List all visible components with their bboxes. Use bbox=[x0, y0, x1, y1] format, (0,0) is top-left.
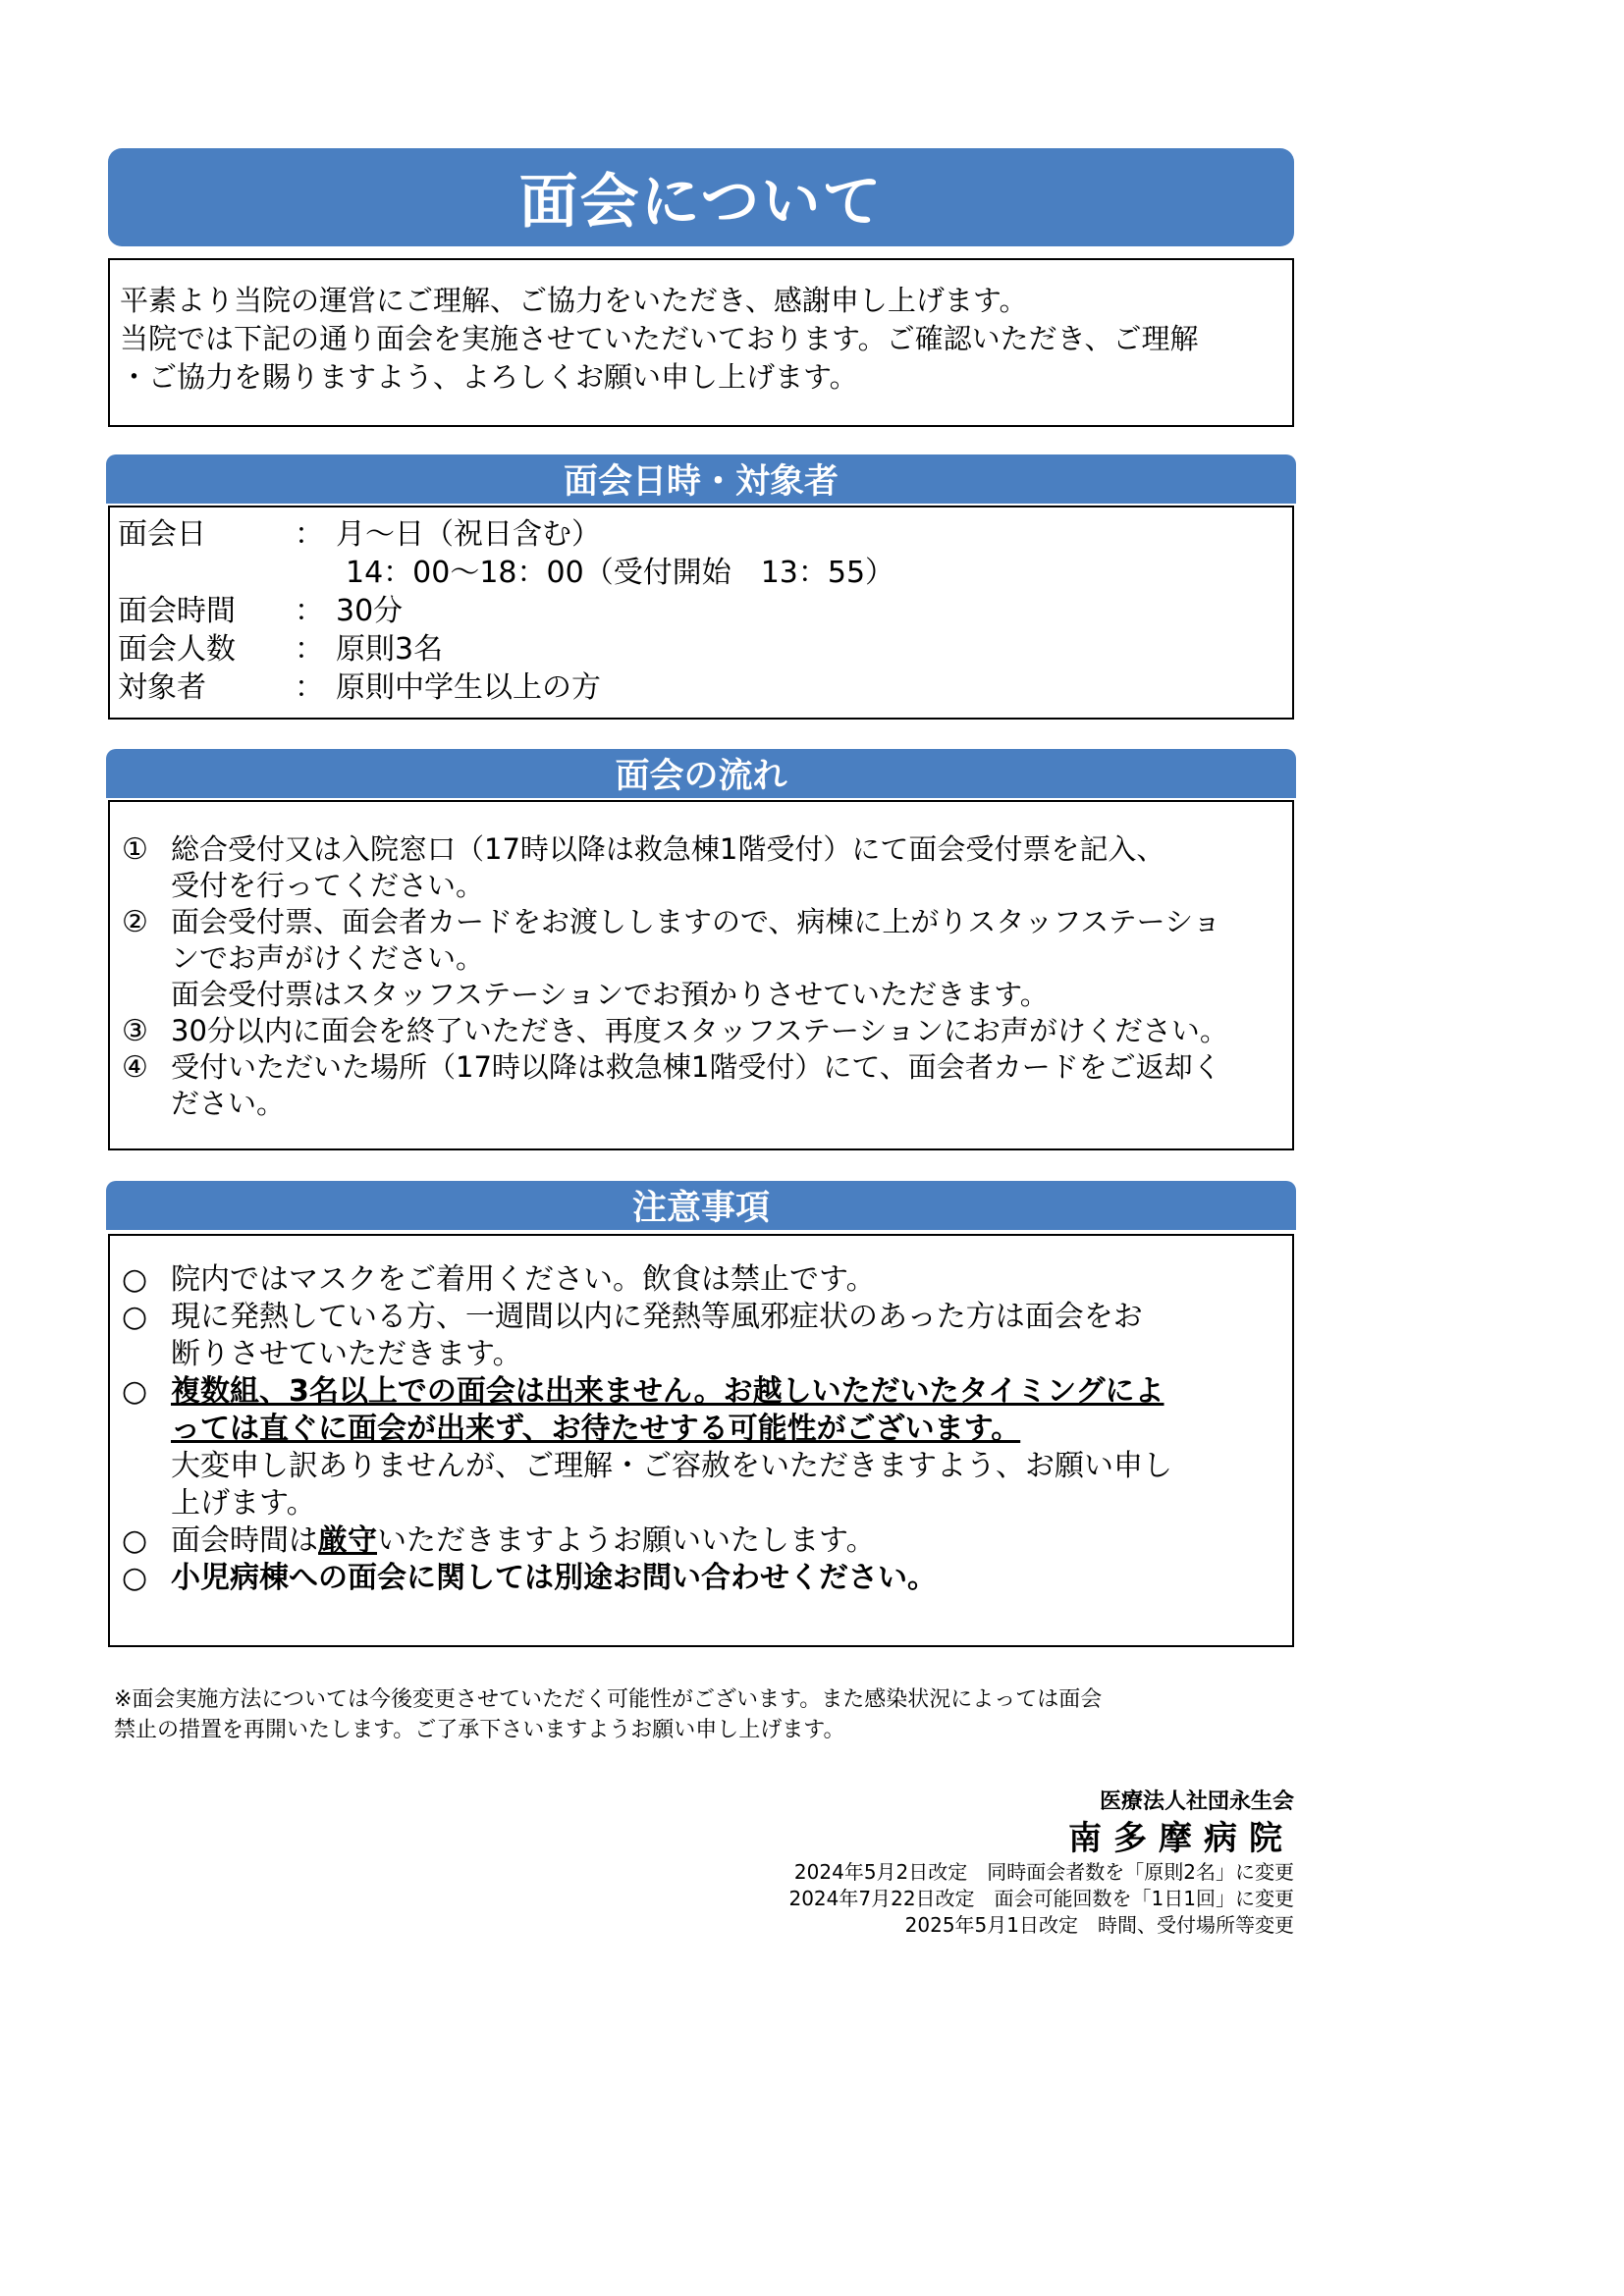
schedule-value: 原則3名 bbox=[336, 632, 444, 667]
schedule-row bbox=[118, 668, 1284, 707]
caution-text: 現に発熱している方、一週間以内に発熱等風邪症状のあった方は面会をお bbox=[171, 1300, 1143, 1334]
schedule-colon: ： bbox=[295, 517, 324, 552]
step-text: 総合受付又は入院窓口（17時以降は救急棟1階受付）にて面会受付票を記入、 bbox=[171, 832, 1165, 866]
schedule-value: 原則中学生以上の方 bbox=[336, 670, 601, 705]
revision-note: 2024年7月22日改定 面会可能回数を「1日1回」に変更 bbox=[788, 1887, 1294, 1910]
step-text: ださい。 bbox=[171, 1087, 286, 1120]
step-text: 30分以内に面会を終了いただき、再度スタッフステーションにお声がけください。 bbox=[171, 1014, 1228, 1047]
caution-text-part: 面会時間は bbox=[171, 1523, 318, 1558]
intro-line: 当院では下記の通り面会を実施させていただいております。ご確認いただき、ご理解 bbox=[120, 322, 1199, 355]
schedule-header-label: 面会日時・対象者 bbox=[563, 462, 839, 502]
revision-note: 2024年5月2日改定 同時面会者数を「原則2名」に変更 bbox=[793, 1860, 1294, 1884]
circle-bullet-icon: ○ bbox=[122, 1262, 148, 1297]
schedule-value: 30分 bbox=[336, 594, 404, 628]
flow-step bbox=[122, 904, 1280, 1013]
caution-text: 上げます。 bbox=[171, 1486, 316, 1521]
step-text: ンでお声がけください。 bbox=[171, 941, 485, 975]
hospital-name: 南多摩病院 bbox=[1068, 1819, 1294, 1858]
title-banner bbox=[108, 148, 1294, 246]
caution-item bbox=[122, 1522, 1280, 1560]
schedule-sub: 14：00～18：00（受付開始 13：55） bbox=[346, 556, 895, 590]
caution-item bbox=[122, 1299, 1280, 1373]
step-text: 受付を行ってください。 bbox=[171, 869, 485, 902]
flow-header-label: 面会の流れ bbox=[615, 757, 787, 796]
schedule-row bbox=[118, 515, 1284, 554]
caution-emphasis: っては直ぐに面会が出来ず、お待たせする可能性がございます。 bbox=[171, 1412, 1021, 1446]
cautions-box bbox=[108, 1234, 1294, 1647]
intro-line: ・ご協力を賜りますよう、よろしくお願い申し上げます。 bbox=[120, 360, 858, 394]
caution-text: 小児病棟への面会に関しては別途お問い合わせください。 bbox=[171, 1561, 937, 1595]
circle-bullet-icon: ○ bbox=[122, 1374, 148, 1409]
caution-emphasis: 厳守 bbox=[318, 1523, 377, 1558]
schedule-colon: ： bbox=[295, 594, 324, 628]
caution-text: 大変申し訳ありませんが、ご理解・ご容赦をいただきますよう、お願い申し bbox=[171, 1449, 1172, 1483]
schedule-value: 月～日（祝日含む） bbox=[336, 517, 601, 552]
caution-item bbox=[122, 1261, 1280, 1299]
caution-text bbox=[171, 1522, 1280, 1560]
caution-text: 断りさせていただきます。 bbox=[171, 1337, 522, 1371]
schedule-label: 面会日 bbox=[118, 517, 206, 552]
schedule-colon: ： bbox=[295, 632, 324, 667]
step-number: ④ bbox=[122, 1050, 148, 1085]
schedule-label: 面会時間 bbox=[118, 594, 236, 628]
intro-line: 平素より当院の運営にご理解、ご協力をいただき、感謝申し上げます。 bbox=[120, 284, 1028, 317]
footnote-line: 禁止の措置を再開いたします。ご了承下さいますようお願い申し上げます。 bbox=[114, 1718, 845, 1742]
caution-text: 院内ではマスクをご着用ください。飲食は禁止です。 bbox=[171, 1262, 876, 1297]
caution-emphasis: 複数組、3名以上での面会は出来ません。お越しいただいたタイミングによ bbox=[171, 1374, 1164, 1409]
schedule-row bbox=[118, 630, 1284, 668]
flow-step bbox=[122, 1013, 1280, 1049]
caution-item bbox=[122, 1373, 1280, 1522]
schedule-box bbox=[108, 506, 1294, 720]
step-text: 面会受付票はスタッフステーションでお預かりさせていただきます。 bbox=[171, 978, 1049, 1011]
corporation-name: 医療法人社団永生会 bbox=[1099, 1789, 1294, 1814]
schedule-row bbox=[118, 592, 1284, 630]
footnote-line: ※面会実施方法については今後変更させていただく可能性がございます。また感染状況によっては面会 bbox=[114, 1687, 1103, 1712]
footnote bbox=[114, 1684, 1292, 1745]
flow-header bbox=[106, 749, 1296, 798]
circle-bullet-icon: ○ bbox=[122, 1523, 148, 1558]
flow-step bbox=[122, 831, 1280, 904]
flow-box bbox=[108, 800, 1294, 1150]
step-number: ① bbox=[122, 832, 148, 867]
caution-item bbox=[122, 1560, 1280, 1597]
cautions-header-label: 注意事項 bbox=[631, 1189, 770, 1228]
step-text: 受付いただいた場所（17時以降は救急棟1階受付）にて、面会者カードをご返却く bbox=[171, 1050, 1221, 1084]
circle-bullet-icon: ○ bbox=[122, 1561, 148, 1595]
flow-step bbox=[122, 1049, 1280, 1122]
schedule-label: 対象者 bbox=[118, 670, 206, 705]
step-number: ③ bbox=[122, 1014, 148, 1048]
page-title: 面会について bbox=[518, 168, 884, 237]
circle-bullet-icon: ○ bbox=[122, 1300, 148, 1334]
intro-box bbox=[108, 258, 1294, 427]
cautions-header bbox=[106, 1181, 1296, 1230]
revision-note: 2025年5月1日改定 時間、受付場所等変更 bbox=[904, 1913, 1294, 1937]
schedule-header bbox=[106, 454, 1296, 504]
step-text: 面会受付票、面会者カードをお渡ししますので、病棟に上がりスタッフステーショ bbox=[171, 905, 1221, 938]
schedule-colon: ： bbox=[295, 670, 324, 705]
step-number: ② bbox=[122, 905, 148, 939]
caution-text-part: いただきますようお願いいたします。 bbox=[377, 1523, 876, 1558]
schedule-label: 面会人数 bbox=[118, 632, 236, 667]
